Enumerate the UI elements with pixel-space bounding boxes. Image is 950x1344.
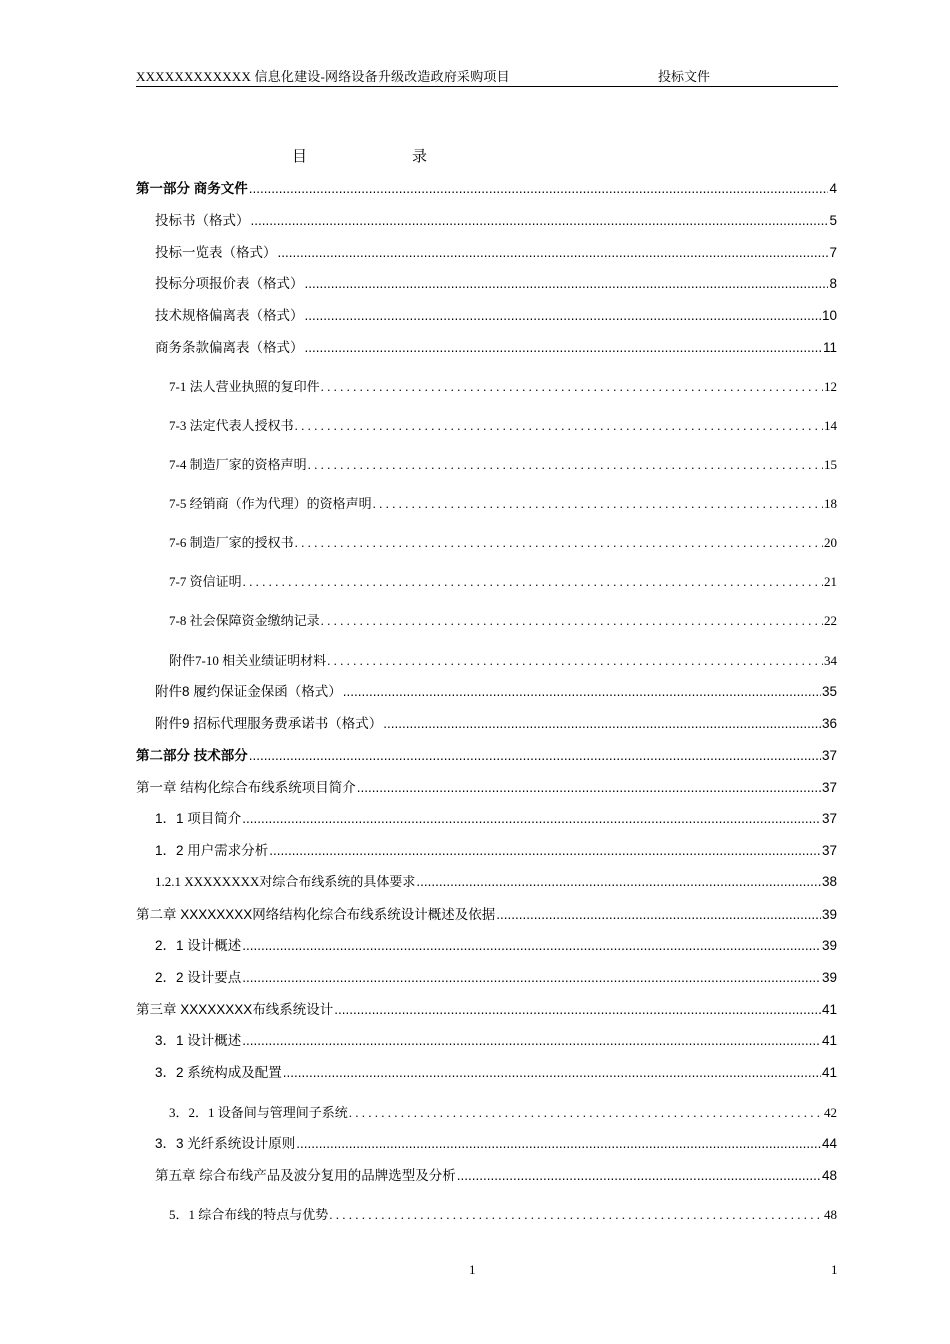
toc-entry-label: 商务条款偏离表（格式） (155, 340, 304, 355)
toc-entry-page: 37 (821, 748, 837, 763)
toc-heading (0, 145, 950, 165)
toc-entry[interactable] (155, 304, 837, 324)
toc-entry-page: 48 (824, 1207, 837, 1222)
toc-entry[interactable] (155, 1132, 837, 1152)
toc-entry-page: 41 (821, 1033, 837, 1048)
toc-entry-page: 7 (829, 245, 837, 260)
toc-entry-page: 42 (824, 1105, 837, 1120)
toc-entry-page: 44 (821, 1136, 837, 1151)
toc-entry-label: 1．1 项目简介 (155, 811, 242, 826)
toc-entry-label: 第三章 XXXXXXXX布线系统设计 (136, 1002, 334, 1017)
toc-entry-label: 7-5 经销商（作为代理）的资格声明 (169, 496, 372, 511)
toc-entry[interactable] (155, 871, 837, 891)
toc-entry[interactable] (155, 336, 837, 356)
toc-entry-page: 21 (824, 574, 837, 589)
toc-entry-label: 7-6 制造厂家的授权书 (169, 535, 294, 550)
toc-entry-page: 36 (821, 716, 837, 731)
toc-entry-label: 第一章 结构化综合布线系统项目简介 (136, 780, 356, 795)
toc-entry-page: 11 (822, 340, 837, 355)
toc-entry-page: 39 (821, 907, 837, 922)
toc-entry-page: 35 (821, 684, 837, 699)
toc-entry-page: 37 (821, 811, 837, 826)
toc-entry-label: 2．2 设计要点 (155, 970, 242, 985)
toc-entry-page: 10 (821, 308, 837, 323)
toc-entry-page: 15 (824, 457, 837, 472)
toc-entry-page: 12 (824, 379, 837, 394)
toc-entry-page: 18 (824, 496, 837, 511)
toc-entry[interactable] (155, 1061, 837, 1081)
toc-entry-label: 第五章 综合布线产品及波分复用的品牌选型及分析 (155, 1168, 456, 1183)
toc-entry[interactable] (155, 680, 837, 700)
toc-entry-label: 1.2.1 XXXXXXXX对综合布线系统的具体要求 (155, 874, 416, 889)
toc-entry[interactable] (169, 1204, 837, 1224)
toc-entry-page: 5 (829, 213, 837, 228)
toc-entry-label: 第一部分 商务文件 (136, 181, 248, 196)
toc-entry-page: 34 (824, 653, 837, 668)
toc-entry-label: 技术规格偏离表（格式） (155, 308, 304, 323)
toc-entry[interactable] (155, 712, 837, 732)
toc-entry-label: 第二章 XXXXXXXX网络结构化综合布线系统设计概述及依据 (136, 907, 496, 922)
toc-entry-page: 8 (829, 276, 837, 291)
toc-entry-page: 37 (821, 843, 837, 858)
toc-entry-label: 附件9 招标代理服务费承诺书（格式） (155, 716, 383, 731)
toc-heading-char-1: 目 (292, 147, 308, 165)
toc-entry-label: 1．2 用户需求分析 (155, 843, 269, 858)
toc-entry-page: 38 (821, 874, 837, 889)
toc-entry-part1[interactable] (136, 177, 837, 197)
toc-entry-label: 3．3 光纤系统设计原则 (155, 1136, 296, 1151)
toc-entry-label: 附件7-10 相关业绩证明材料 (169, 653, 327, 668)
toc-entry[interactable] (169, 571, 837, 591)
toc-entry-label: 第二部分 技术部分 (136, 748, 248, 763)
toc-entry[interactable] (169, 415, 837, 435)
toc-entry[interactable] (155, 807, 837, 827)
toc-entry-part2[interactable] (136, 744, 837, 764)
toc-entry-label: 3．2．1 设备间与管理间子系统 (169, 1105, 348, 1120)
toc-entry-chapter[interactable] (136, 903, 837, 923)
header-doc-type: 投标文件 (658, 69, 711, 84)
toc-entry-label: 5．1 综合布线的特点与优势 (169, 1207, 329, 1222)
toc-entry[interactable] (155, 209, 837, 229)
toc-entry-page: 41 (821, 1002, 837, 1017)
toc-entry-label: 3．2 系统构成及配置 (155, 1065, 282, 1080)
toc-entry[interactable] (155, 272, 837, 292)
toc-entry-label: 7-3 法定代表人授权书 (169, 418, 294, 433)
toc-entry-page: 48 (821, 1168, 837, 1183)
header-title: XXXXXXXXXXXX 信息化建设-网络设备升级改造政府采购项目 (136, 69, 510, 84)
toc-entry[interactable] (169, 1102, 837, 1122)
toc-entry-label: 7-1 法人营业执照的复印件 (169, 379, 320, 394)
toc-entry-label: 7-7 资信证明 (169, 574, 242, 589)
toc-entry-chapter[interactable] (136, 998, 837, 1018)
toc-entry-label: 3．1 设计概述 (155, 1033, 242, 1048)
toc-entry-page: 37 (821, 780, 837, 795)
toc-entry-page: 20 (824, 535, 837, 550)
toc-entry[interactable] (169, 376, 837, 396)
toc-entry-chapter[interactable] (155, 1164, 837, 1184)
toc-entry[interactable] (169, 493, 837, 513)
toc-entry-page: 41 (821, 1065, 837, 1080)
toc-heading-char-2: 录 (412, 147, 428, 165)
toc-entry[interactable] (169, 454, 837, 474)
toc-entry-label: 7-8 社会保障资金缴纳记录 (169, 613, 320, 628)
page-header (136, 66, 838, 87)
toc-entry-label: 投标分项报价表（格式） (155, 276, 304, 291)
toc-entry[interactable] (155, 839, 837, 859)
toc-entry-page: 14 (824, 418, 837, 433)
toc-entry[interactable] (169, 610, 837, 630)
toc-entry-page: 39 (821, 970, 837, 985)
toc-entry[interactable] (155, 1029, 837, 1049)
toc-entry[interactable] (155, 966, 837, 986)
toc-entry[interactable] (169, 650, 837, 670)
toc-entry-label: 附件8 履约保证金保函（格式） (155, 684, 342, 699)
footer-page-number-center: 1 (469, 1262, 476, 1277)
footer-page-number-right: 1 (831, 1262, 838, 1277)
toc-entry-page: 4 (829, 181, 837, 196)
toc-entry[interactable] (155, 241, 837, 261)
toc-entry-page: 22 (824, 613, 837, 628)
toc-entry[interactable] (169, 532, 837, 552)
toc-entry-label: 7-4 制造厂家的资格声明 (169, 457, 307, 472)
toc-entry-chapter[interactable] (136, 776, 837, 796)
toc-entry-label: 投标一览表（格式） (155, 245, 277, 260)
toc-entry-label: 投标书（格式） (155, 213, 250, 228)
toc-entry[interactable] (155, 934, 837, 954)
toc-entry-label: 2．1 设计概述 (155, 938, 242, 953)
toc-entry-page: 39 (821, 938, 837, 953)
